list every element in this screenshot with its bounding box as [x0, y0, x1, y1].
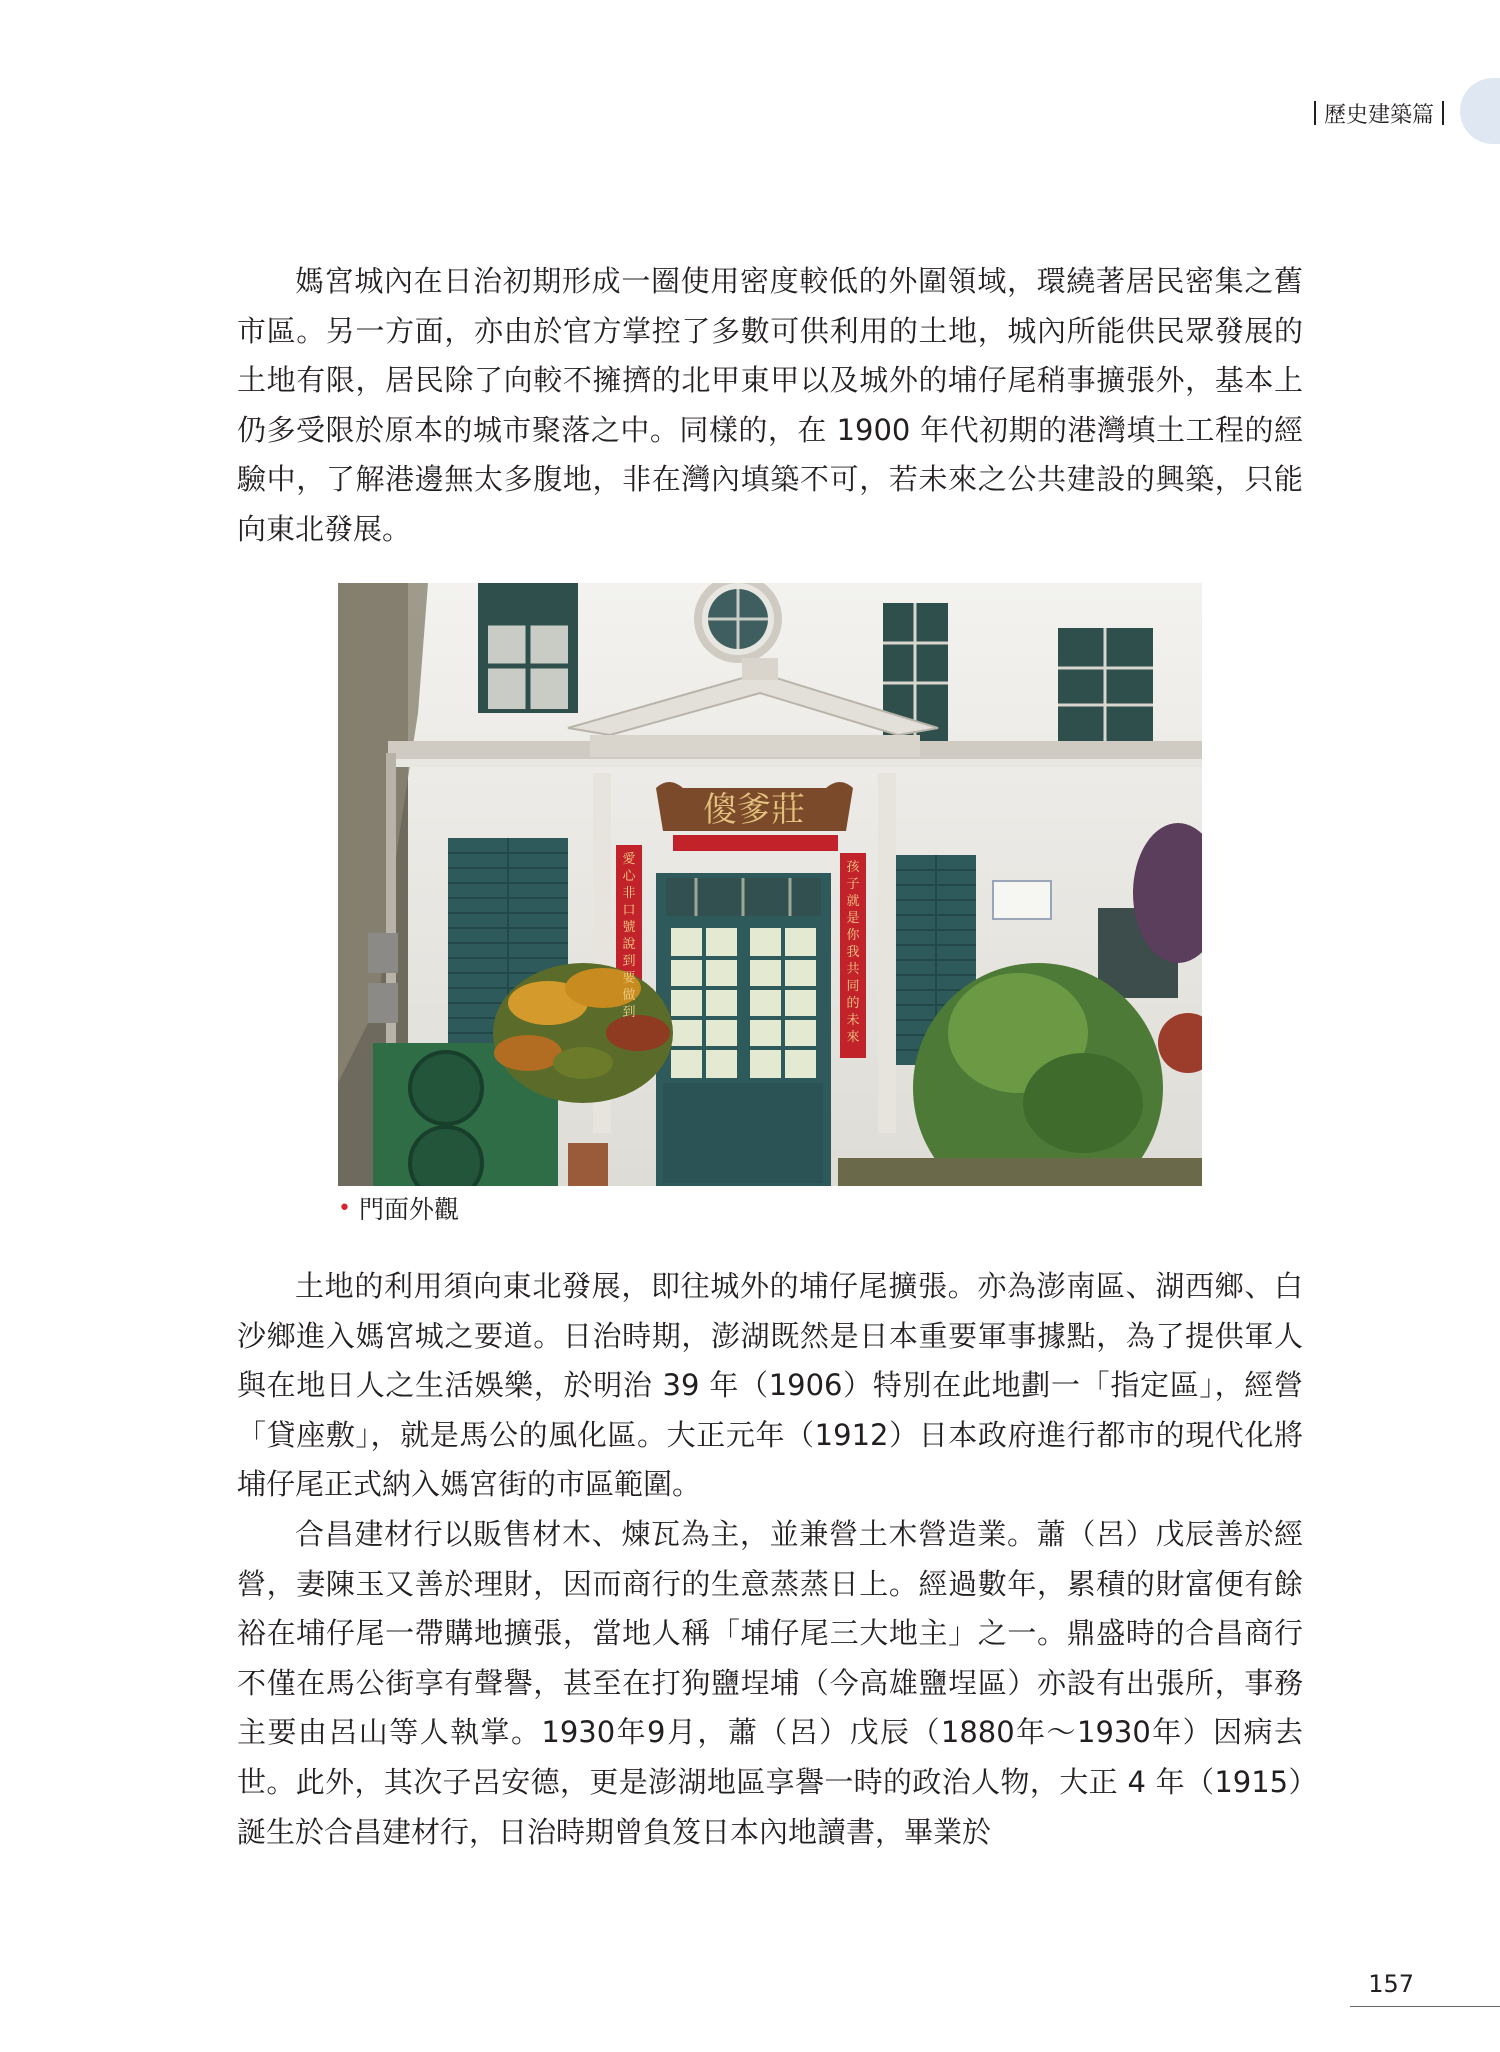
- couplet-character: 來: [846, 1030, 860, 1045]
- couplet-character: 說: [622, 937, 636, 952]
- couplet-character: 做: [622, 988, 636, 1003]
- section-label: 歷史建築篇: [1323, 102, 1434, 128]
- caption-text: 門面外觀: [358, 1195, 459, 1224]
- page-number-rule: [1350, 2006, 1500, 2007]
- paragraph: 媽宮城內在日治初期形成一圈使用密度較低的外圍領域，環繞著居民密集之舊市區。另一方面，亦由於官方掌控了多數可供利用的土地，城內所能供民眾發展的土地有限，居民除了向較不擁擠的北甲東甲以及城外的埔仔尾稍事擴張外，基本上仍多受限於原本的城市聚落之中。同樣的，在 1900 年代初期的港灣填土工程的經驗中，了解港邊無太多腹地，非在灣內填築不可，若未來之公共建設的興築，只能向東北發展。: [237, 264, 1303, 546]
- couplet-character: 你: [846, 928, 860, 943]
- body-text-bottom: [237, 1262, 1303, 1857]
- couplet-character: 到: [622, 1005, 636, 1020]
- couplet-character: 同: [846, 979, 860, 994]
- page-number: 157: [1368, 1970, 1414, 1998]
- couplet-character: 孩: [846, 860, 860, 875]
- section-header: [1314, 98, 1444, 128]
- couplet-character: 要: [622, 971, 636, 986]
- building-photo: [338, 583, 1202, 1186]
- couplet-character: 號: [622, 920, 636, 935]
- couplet-character: 到: [622, 954, 636, 969]
- couplet-character: 非: [622, 886, 636, 901]
- couplet-character: 心: [622, 869, 636, 884]
- couplet-character: 就: [846, 894, 860, 909]
- chapter-edge-tab: [1460, 78, 1500, 144]
- couplet-character: 我: [846, 945, 860, 960]
- couplet-character: 共: [846, 962, 860, 977]
- couplet-character: 未: [846, 1013, 860, 1028]
- paragraph: 合昌建材行以販售材木、煉瓦為主，並兼營土木營造業。蕭（呂）戊辰善於經營，妻陳玉又善於理財，因而商行的生意蒸蒸日上。經過數年，累積的財富便有餘裕在埔仔尾一帶購地擴張，當地人稱「埔仔尾三大地主」之一。鼎盛時的合昌商行不僅在馬公街享有聲譽，甚至在打狗鹽埕埔（今高雄鹽埕區）亦設有出張所，事務主要由呂山等人執掌。1930年9月，蕭（呂）戊辰（1880年～1930年）因病去世。此外，其次子呂安德，更是澎湖地區享譽一時的政治人物，大正 4 年（1915）誕生於合昌建材行，日治時期曾負笈日本內地讀書，畢業於: [237, 1516, 1303, 1849]
- signboard-text: 傻爹莊: [703, 790, 805, 830]
- couplet-character: 子: [846, 877, 860, 892]
- header-divider-right: [1442, 101, 1444, 125]
- body-text-top: [237, 257, 1303, 555]
- couplet-character: 是: [846, 911, 860, 926]
- building-facade-illustration: [338, 583, 1202, 1186]
- couplet-character: 口: [622, 903, 636, 918]
- couplet-right-text: [846, 860, 860, 1045]
- header-divider-left: [1314, 101, 1316, 125]
- couplet-character: 愛: [622, 852, 636, 867]
- paragraph: 土地的利用須向東北發展，即往城外的埔仔尾擴張。亦為澎南區、湖西鄉、白沙鄉進入媽宮城之要道。日治時期，澎湖既然是日本重要軍事據點，為了提供軍人與在地日人之生活娛樂，於明治 39 年（1906）特別在此地劃一「指定區」，經營「貸座敷」，就是馬公的風化區。大正元年（1912）日本政府進行都市的現代化將埔仔尾正式納入媽宮街的市區範圍。: [237, 1269, 1303, 1502]
- photo-caption: [338, 1188, 459, 1228]
- couplet-character: 的: [846, 996, 860, 1011]
- bullet-icon: •: [338, 1195, 351, 1221]
